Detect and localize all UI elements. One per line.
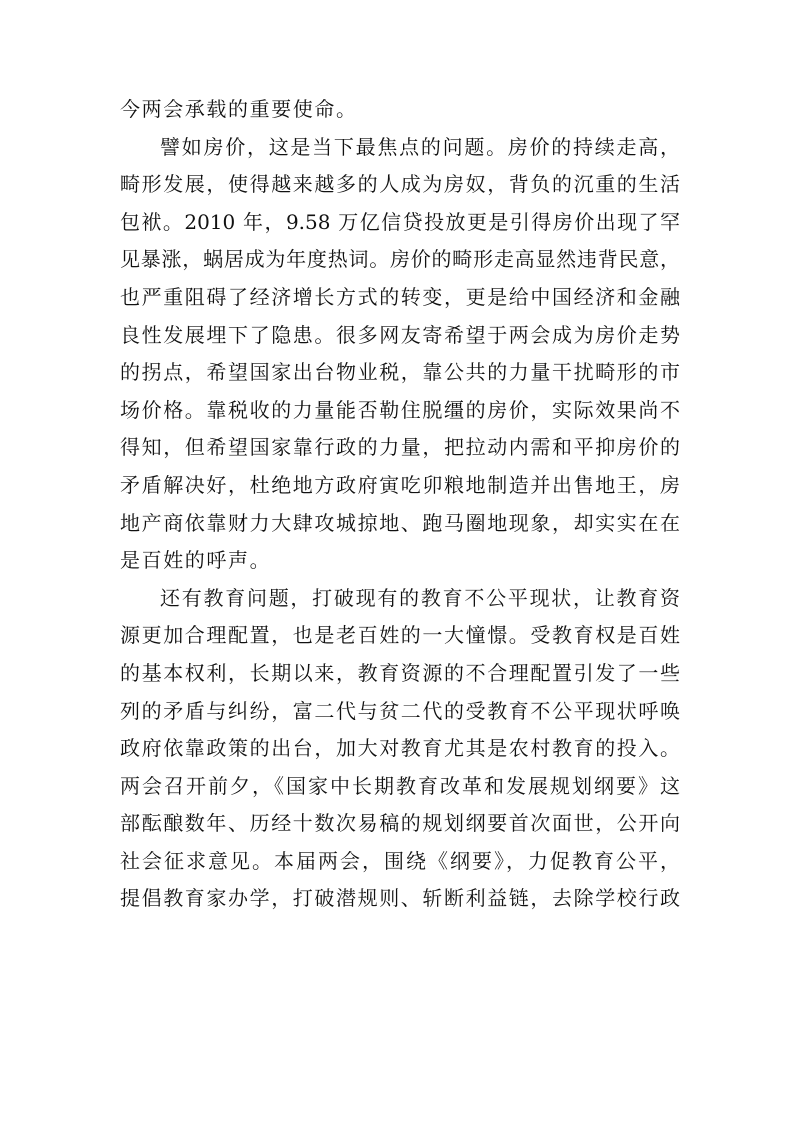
text-line: 两会召开前夕，《国家中长期教育改革和发展规划纲要》这 <box>120 773 680 798</box>
text-line: 部酝酿数年、历经十数次易稿的规划纲要首次面世，公开向 <box>120 811 680 836</box>
text-line: 还有教育问题，打破现有的教育不公平现状，让教育资 <box>160 585 680 610</box>
text-line: 今两会承载的重要使命。 <box>120 97 358 121</box>
text-line: 譬如房价，这是当下最焦点的问题。房价的持续走高， <box>160 134 680 159</box>
text-line: 的基本权利，长期以来，教育资源的不合理配置引发了一些 <box>120 660 680 685</box>
text-line: 政府依靠政策的出台，加大对教育尤其是农村教育的投入。 <box>120 736 680 761</box>
text-line: 场价格。靠税收的力量能否勒住脱缰的房价，实际效果尚不 <box>120 397 680 422</box>
text-line: 得知，但希望国家靠行政的力量，把拉动内需和平抑房价的 <box>120 435 680 460</box>
text-line: 列的矛盾与纠纷，富二代与贫二代的受教育不公平现状呼唤 <box>120 698 680 723</box>
text-line: 地产商依靠财力大肆攻城掠地、跑马圈地现象，却实实在在 <box>120 510 680 535</box>
text-line: 见暴涨，蜗居成为年度热词。房价的畸形走高显然违背民意， <box>120 247 680 272</box>
text-line: 也严重阻碍了经济增长方式的转变，更是给中国经济和金融 <box>120 284 680 309</box>
text-line: 源更加合理配置，也是老百姓的一大憧憬。受教育权是百姓 <box>120 623 680 648</box>
text-line: 包袱。2010 年，9.58 万亿信贷投放更是引得房价出现了罕 <box>120 209 680 234</box>
text-line: 良性发展埋下了隐患。很多网友寄希望于两会成为房价走势 <box>120 322 680 347</box>
body-text <box>120 91 680 918</box>
text-line: 是百姓的呼声。 <box>120 548 272 573</box>
text-line: 矛盾解决好，杜绝地方政府寅吃卯粮地制造并出售地王，房 <box>120 472 680 497</box>
text-line: 社会征求意见。本届两会，围绕《纲要》，力促教育公平， <box>120 848 680 873</box>
text-line: 的拐点，希望国家出台物业税，靠公共的力量干扰畸形的市 <box>120 360 680 385</box>
text-line: 畸形发展，使得越来越多的人成为房奴，背负的沉重的生活 <box>120 172 680 197</box>
text-line: 提倡教育家办学，打破潜规则、斩断利益链，去除学校行政 <box>120 886 680 911</box>
